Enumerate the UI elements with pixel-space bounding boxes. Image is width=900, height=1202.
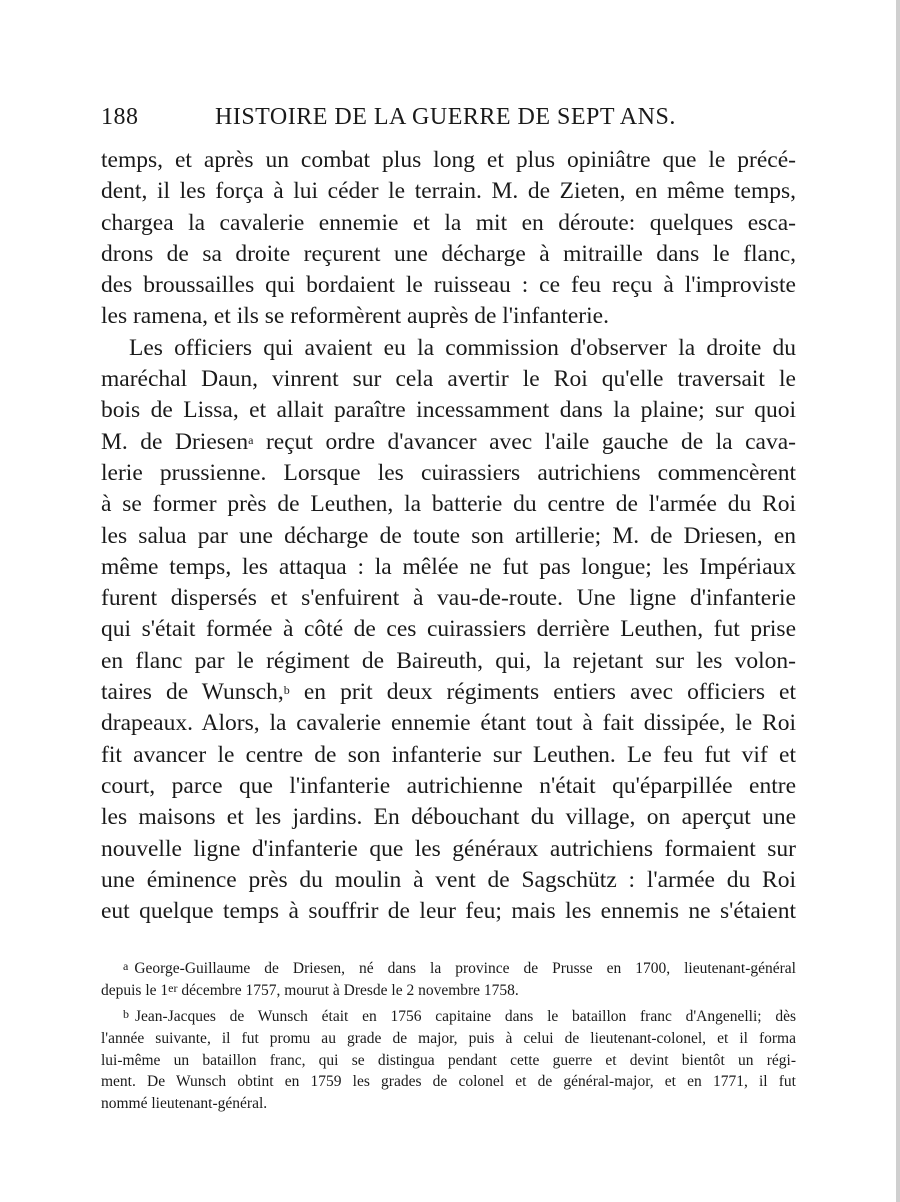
footnote-text: Jean-Jacques de Wunsch était en 1756 capitaine dans le bataillon franc d'Angenelli; dès: [135, 1008, 796, 1026]
text-line: bois de Lissa, et allait paraître incessamment dans la plaine; sur quoi: [101, 397, 796, 424]
footnote-text: décembre 1757, mourut à Dresde le 2 novembre 1758.: [177, 981, 519, 999]
text-line: drons de sa droite reçurent une décharge à mitraille dans le flanc,: [101, 240, 796, 267]
footnote-marker-b: b: [283, 683, 290, 698]
text-line: fit avancer le centre de son infanterie sur Leuthen. Le feu fut vif et: [101, 741, 796, 768]
page-edge: [896, 0, 900, 1202]
ordinal-superscript: er: [168, 980, 178, 995]
text-line: les ramena, et ils se reformèrent auprès de l'infanterie.: [101, 303, 609, 330]
text-line: nouvelle ligne d'infanterie que les généraux autrichiens formaient sur: [101, 835, 796, 862]
text-fragment: taires de Wunsch,: [101, 679, 284, 706]
text-line: une éminence près du moulin à vent de Sagschütz : l'armée du Roi: [101, 866, 796, 893]
running-title: HISTOIRE DE LA GUERRE DE SEPT ANS.: [215, 104, 676, 130]
text-line: les maisons et les jardins. En débouchant du village, on aperçut une: [101, 804, 796, 831]
footnote-b-line: nommé lieutenant-général.: [101, 1095, 268, 1113]
text-line: dent, il les força à lui céder le terrain. M. de Zieten, en même temps,: [101, 178, 796, 205]
text-line: temps, et après un combat plus long et plus opiniâtre que le précé-: [101, 147, 796, 173]
footnote-text: depuis le 1: [101, 981, 169, 999]
text-line: chargea la cavalerie ennemie et la mit en déroute: quelques esca-: [101, 209, 796, 236]
text-line: même temps, les attaqua : la mêlée ne fut pas longue; les Impériaux: [101, 553, 796, 580]
text-line: à se former près de Leuthen, la batterie du centre de l'armée du Roi: [101, 491, 796, 518]
footnote-a-line: [101, 958, 796, 980]
footnote-b-line: [101, 1006, 796, 1028]
footnote-letter-a: a: [123, 959, 129, 973]
text-line-with-footnote-b: [101, 677, 796, 708]
page-number: 188: [101, 104, 139, 130]
footnote-marker-a: a: [248, 432, 254, 447]
text-line: maréchal Daun, vinrent sur cela avertir le Roi qu'elle traversait le: [101, 366, 796, 393]
text-line: court, parce que l'infanterie autrichienne n'était qu'éparpillée entre: [101, 772, 796, 799]
body-text: [101, 145, 796, 927]
text-line: qui s'était formée à côté de ces cuirassiers derrière Leuthen, fut prise: [101, 616, 796, 643]
text-fragment: M. de Driesen: [101, 428, 249, 455]
footnotes: [101, 958, 796, 1115]
running-header: [101, 104, 685, 138]
footnote-text: George-Guillaume de Driesen, né dans la province de Prusse en 1700, lieutenant-général: [134, 960, 796, 977]
footnote-b-line: ment. De Wunsch obtint en 1759 les grades de colonel et de général-major, et en 1771, il fut: [101, 1073, 796, 1091]
text-fragment: en prit deux régiments entiers avec officiers et: [303, 679, 796, 706]
text-line: drapeaux. Alors, la cavalerie ennemie étant tout à fait dissipée, le Roi: [101, 710, 796, 737]
text-line: lerie prussienne. Lorsque les cuirassiers autrichiens commencèrent: [101, 459, 796, 486]
text-line: Les officiers qui avaient eu la commission d'observer la droite du: [129, 334, 796, 361]
footnote-a-line: [101, 980, 796, 1002]
text-line: les salua par une décharge de toute son artillerie; M. de Driesen, en: [101, 522, 796, 549]
footnote-b-line: lui-même un bataillon franc, qui se distingua pendant cette guerre et devint bientôt un régi-: [101, 1051, 796, 1069]
text-line: eut quelque temps à souffrir de leur feu; mais les ennemis ne s'étaient: [101, 898, 796, 925]
text-line: en flanc par le régiment de Baireuth, qui, la rejetant sur les volon-: [101, 647, 796, 674]
footnote-letter-b: b: [123, 1007, 129, 1022]
footnote-b-line: l'année suivante, il fut promu au grade de major, puis à celui de lieutenant-colonel, et il forma: [101, 1030, 796, 1048]
text-line: des broussailles qui bordaient le ruisseau : ce feu reçu à l'improviste: [101, 272, 796, 299]
text-line: furent dispersés et s'enfuirent à vau-de-route. Une ligne d'infanterie: [101, 585, 796, 612]
text-fragment: reçut ordre d'avancer avec l'aile gauche de la cava-: [265, 428, 796, 455]
text-line-with-footnote-a: [101, 427, 796, 458]
